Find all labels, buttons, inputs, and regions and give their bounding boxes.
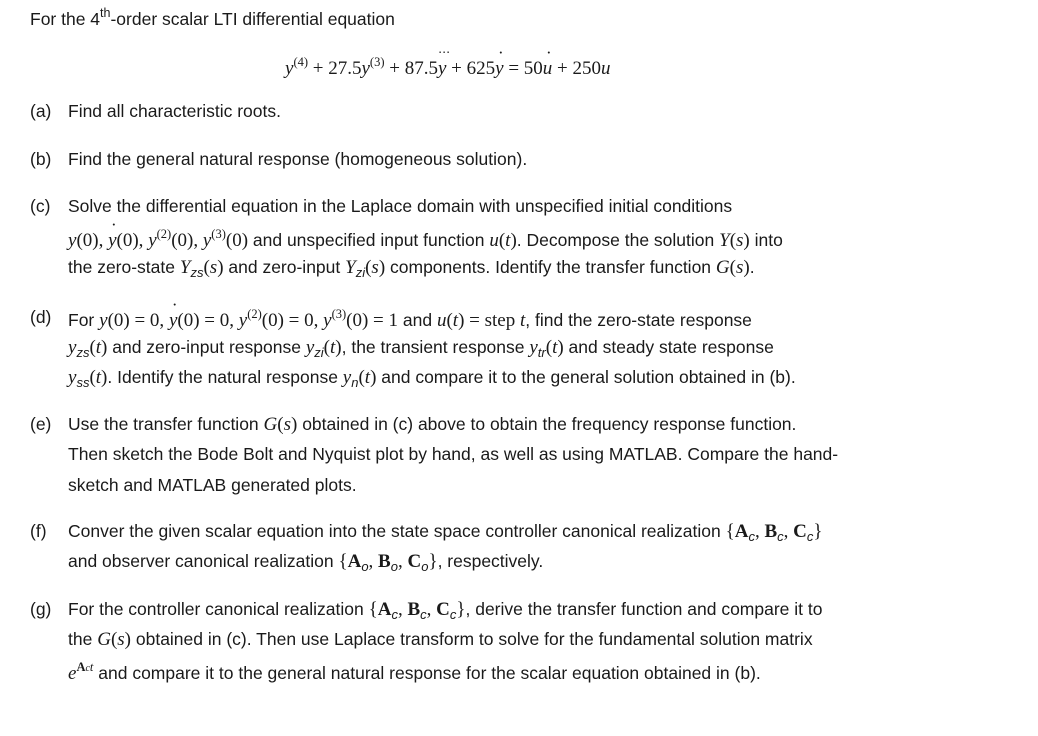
- differential-equation: $y^{(4)} + 27.5y^{(3)} + 87.5y$ ⋯ + 625y ˙ = 50u ˙ + 250u: [285, 55, 611, 80]
- intro-sentence: For the 4th-order scalar LTI differential equation: [30, 6, 395, 29]
- problem-page: For the 4th-order scalar LTI differential equation $y^{(4)} + 27.5y^{(3)} + 87.5y$ ⋯ + 625y ˙ = 50u ˙ + 250u (a) Find all characteristic roots. (b) Find the general natural response (homogeneous solution). (c) Solve the differential equation in the Laplace domain with unspecified initial conditions y(0), y ˙(0), $y^{(2)}(0)$, $y^{(3)}(0)$ and unspecified input function u(t). Decompose the solution Y(s) into the zero-state $Y_{zs}(s)$ and zero-input $Y_{zi}(s)$ components. Identify the transfer function G(s). (d) For y(0) = 0, y ˙(0) = 0, $y^{(2)}(0) = 0$, $y^{(3)}(0) = 1$ and u(t) = step t, find the zero-state response $y_{zs}(t)$ and zero-input response $y_{zi}(t)$, the transient response $y_{tr}(t)$ and steady state response $y_{ss}(t)$. Identify the natural response $y_n(t)$ and compare it to the general solution obtained in (b). (e) Use the transfer function G(s) obtained in (c) above to obtain the frequency response function. Then sketch the Bode Bolt and Nyquist plot by hand, as well as using MATLAB. Compare the hand- sketch and MATLAB generated plots. (f) Conver the given scalar equation into the state space controller canonical realization {$A_c$, $B_c$, $C_c$} and observer canonical realization {$A_o$, $B_o$, $C_o$}, respectively. (g) For the controller canonical realization {$A_c$, $B_c$, $C_c$}, derive the transfer function and compare it to the G(s) obtained in (c). Then use Laplace transform to solve for the fundamental solution matrix $e^{Act}$ and compare it to the general natural response for the scalar equation obtained in (b).: [0, 0, 1038, 736]
